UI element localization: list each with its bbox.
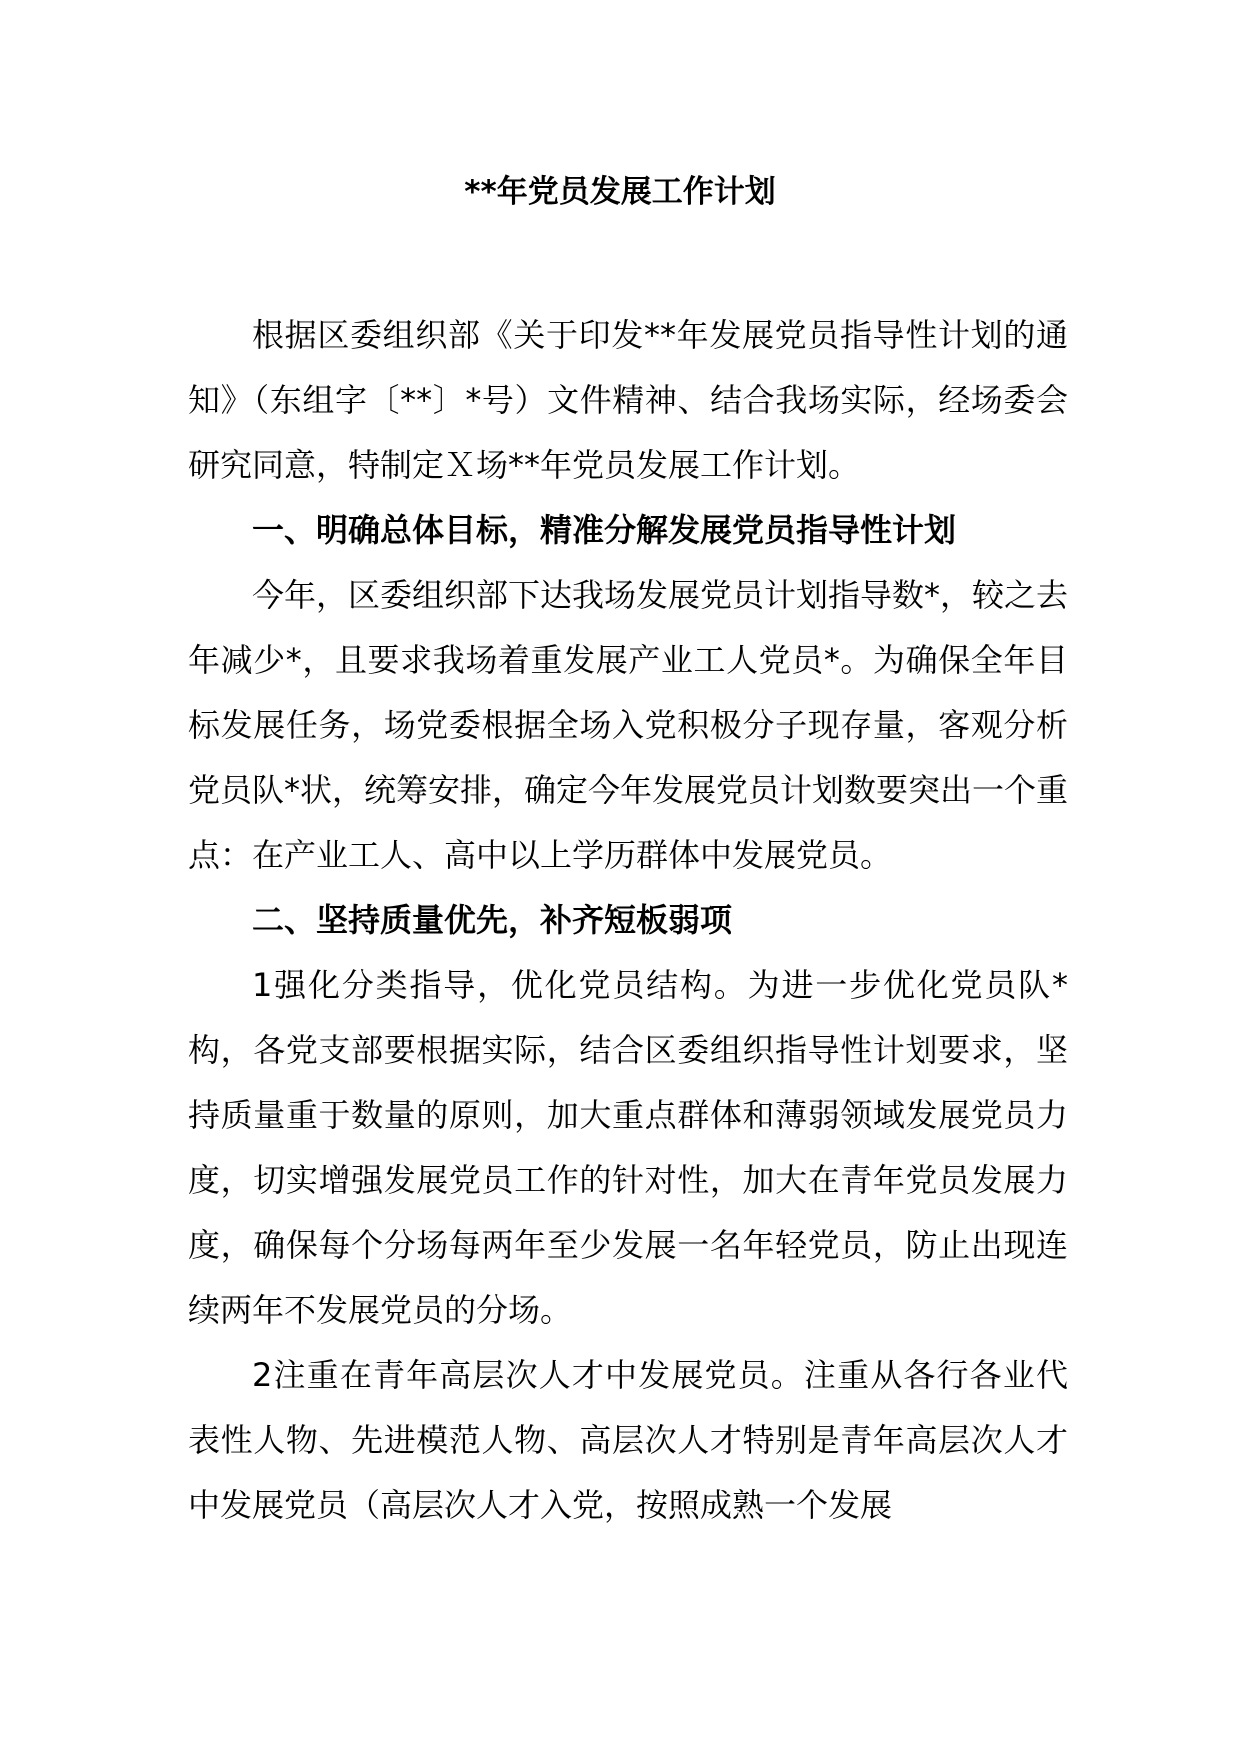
paragraph-intro: 根据区委组织部《关于印发**年发展党员指导性计划的通知》（东组字〔**〕*号）文件精神、结合我场实际，经场委会研究同意，特制定Ｘ场**年党员发展工作计划。 (188, 316, 1068, 484)
paragraph-item-2: 2注重在青年高层次人才中发展党员。注重从各行各业代表性人物、先进模范人物、高层次人才特别是青年高层次人才中发展党员（高层次人才入党，按照成熟一个发展 (188, 1356, 1068, 1524)
paragraph-item-1: 1强化分类指导，优化党员结构。为进一步优化党员队*构，各党支部要根据实际，结合区委组织指导性计划要求，坚持质量重于数量的原则，加大重点群体和薄弱领域发展党员力度，切实增强发展党员工作的针对性，加大在青年党员发展力度，确保每个分场每两年至少发展一名年轻党员，防止出现连续两年不发展党员的分场。 (188, 966, 1068, 1329)
section-heading-2: 二、坚持质量优先，补齐短板弱项 (252, 901, 733, 939)
section-heading-1: 一、明确总体目标，精准分解发展党员指导性计划 (252, 511, 957, 549)
paragraph-section-1: 今年，区委组织部下达我场发展党员计划指导数*，较之去年减少*，且要求我场着重发展产业工人党员*。为确保全年目标发展任务，场党委根据全场入党积极分子现存量，客观分析党员队*状，统筹安排，确定今年发展党员计划数要突出一个重点：在产业工人、高中以上学历群体中发展党员。 (188, 576, 1069, 874)
document-title: **年党员发展工作计划 (464, 174, 776, 210)
document-body (188, 303, 1068, 1538)
